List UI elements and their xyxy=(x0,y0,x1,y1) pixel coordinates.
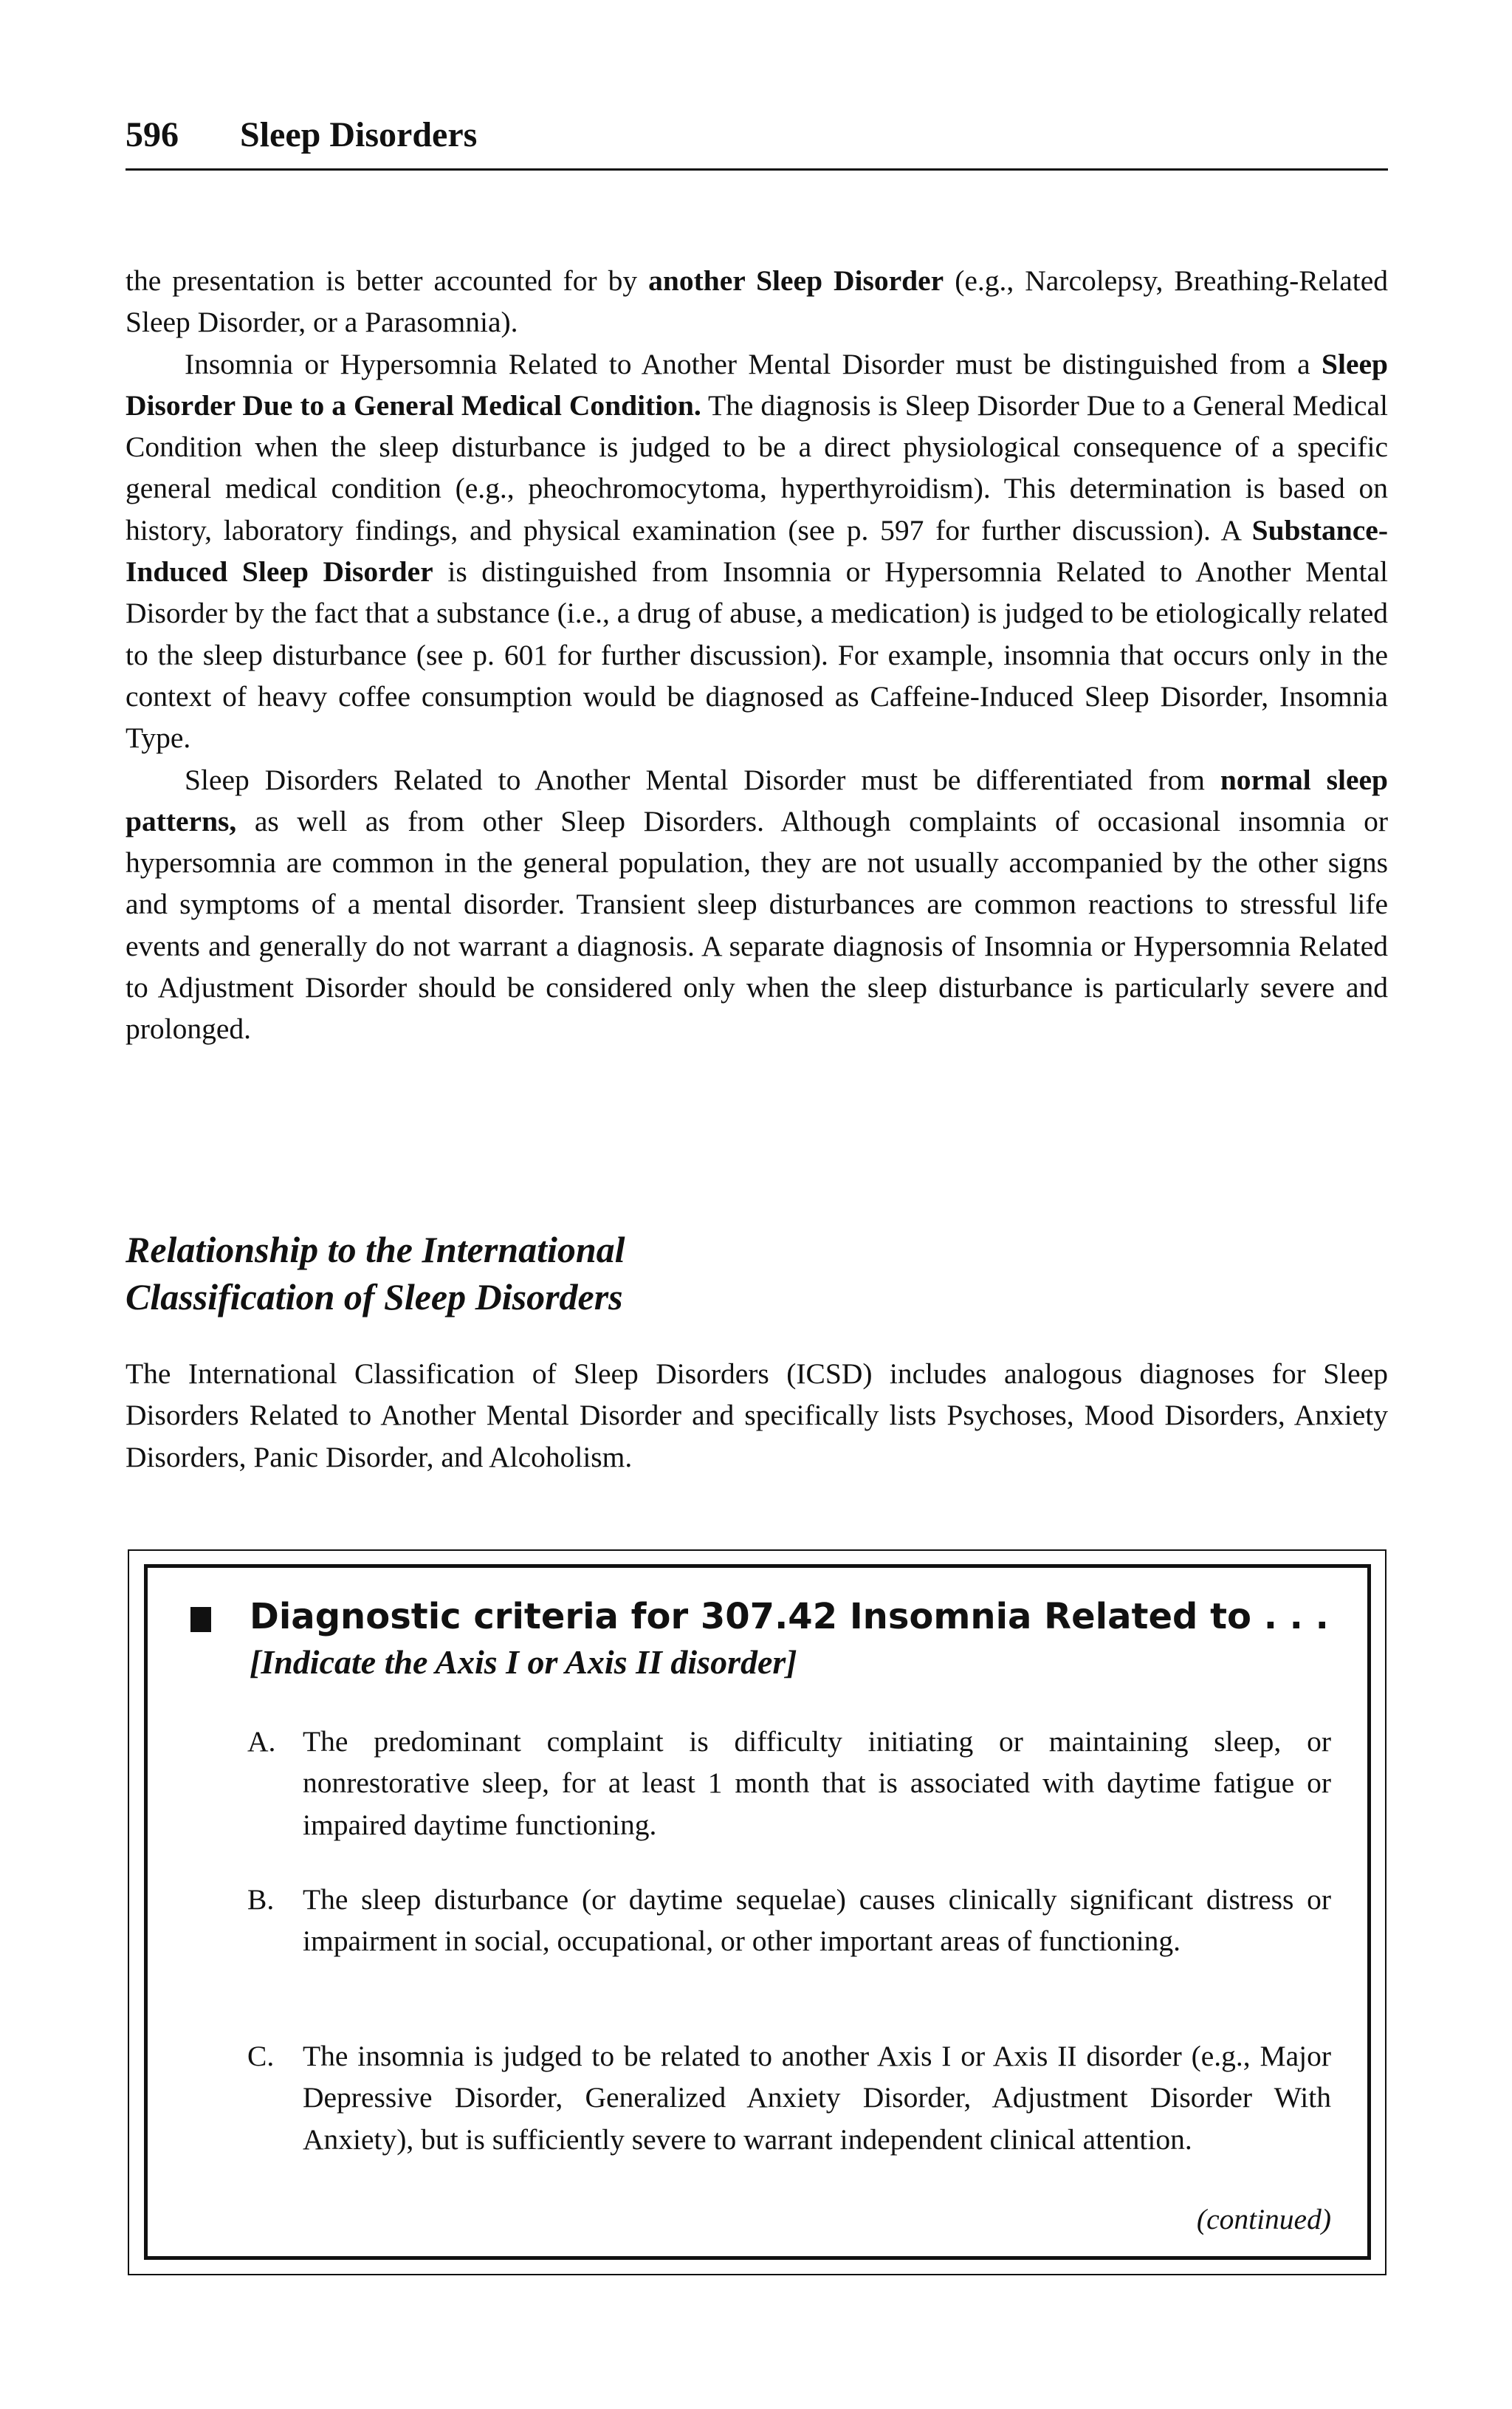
criterion-text: The predominant complaint is difficulty initiating or maintaining sleep, or nonrestorative sleep, for at least 1 month that is associated with daytime fatigue or impaired daytime functioning. xyxy=(303,1725,1331,1841)
text-run: (e.g., Narcolepsy, Breathing-Related Sleep Disorder, or a Parasomnia). xyxy=(126,264,1388,339)
text-run: The diagnosis is Sleep Disorder Due to a General Medical Condition when the sleep disturbance is judged to be a direct physiological consequence of a specific general medical condition (e.g., pheochromocytoma, hyperthyroidism). This determination is based on history, laboratory findings, and physical examination (see p. 597 for further discussion). A xyxy=(126,388,1388,546)
section-paragraph: The International Classification of Sleep Disorders (ICSD) includes analogous diagnoses for Sleep Disorders Related to Another Mental Disorder and specifically lists Psychoses, Mood Disorders, Anxiety Disorders, Panic Disorder, and Alcoholism. xyxy=(126,1357,1388,1473)
section-heading xyxy=(126,1226,1388,1320)
text-run: is distinguished from Insomnia or Hypersomnia Related to Another Mental Disorder by the fact that a substance (i.e., a drug of abuse, a medication) is judged to be etiologically related to the sleep disturbance (see p. 601 for further discussion). For example, insomnia that occurs only in the context of heavy coffee consumption would be diagnosed as Caffeine-Induced Sleep Disorder, Insomnia Type. xyxy=(126,555,1388,755)
criteria-title xyxy=(250,1594,1342,1685)
criterion-text: The sleep disturbance (or daytime sequelae) causes clinically significant distress or impairment in social, occupational, or other important areas of functioning. xyxy=(303,1883,1331,1958)
criterion-letter: B. xyxy=(247,1883,275,1916)
paragraph-1 xyxy=(126,260,1388,343)
bold-term-general-medical-condition: Sleep Disorder Due to a General Medical Condition. xyxy=(126,347,1388,422)
criterion-b xyxy=(247,1879,1331,1962)
criterion-c xyxy=(247,2035,1331,2160)
bold-term-another-sleep-disorder: another Sleep Disorder xyxy=(648,264,944,297)
bold-term-substance-induced: Substance-Induced Sleep Disorder xyxy=(126,513,1388,589)
text-run: the presentation is better accounted for by xyxy=(126,264,649,297)
square-bullet-icon xyxy=(190,1607,211,1632)
text-run: Sleep Disorders Related to Another Mental Disorder must be differentiated from xyxy=(185,763,1220,796)
criterion-a xyxy=(247,1721,1331,1846)
text-run: as well as from other Sleep Disorders. Although complaints of occasional insomnia or hypersomnia are common in the general population, they are not usually accompanied by the other signs and symptoms of a mental disorder. Transient sleep disturbances are common reactions to stressful life events and generally do not warrant a diagnosis. A separate diagnosis of Insomnia or Hypersomnia Related to Adjustment Disorder should be considered only when the sleep disturbance is particularly severe and prolonged. xyxy=(126,804,1388,1046)
running-title: Sleep Disorders xyxy=(240,115,478,154)
section-heading-line-1: Relationship to the International xyxy=(126,1229,625,1270)
body-text xyxy=(126,260,1388,1050)
criterion-letter: A. xyxy=(247,1725,276,1758)
criterion-letter: C. xyxy=(247,2040,275,2072)
running-head xyxy=(126,114,1388,166)
criterion-text: The insomnia is judged to be related to another Axis I or Axis II disorder (e.g., Major Depressive Disorder, Generalized Anxiety Disorder, Adjustment Disorder With Anxiety), but is sufficiently severe to warrant independent clinical attention. xyxy=(303,2040,1331,2156)
criteria-subtitle: [Indicate the Axis I or Axis II disorder] xyxy=(250,1643,797,1681)
paragraph-3 xyxy=(126,759,1388,1050)
header-rule xyxy=(126,168,1388,171)
bold-term-normal-sleep-patterns: normal sleep patterns, xyxy=(126,763,1388,837)
paragraph-2 xyxy=(126,343,1388,759)
continued-note: (continued) xyxy=(1196,2203,1331,2235)
section-heading-line-2: Classification of Sleep Disorders xyxy=(126,1276,623,1317)
text-run: Insomnia or Hypersomnia Related to Another Mental Disorder must be distinguished from a xyxy=(185,347,1322,380)
page-number: 596 xyxy=(126,115,179,154)
criteria-title-main: Diagnostic criteria for 307.42 Insomnia Related to . . . xyxy=(250,1596,1329,1637)
